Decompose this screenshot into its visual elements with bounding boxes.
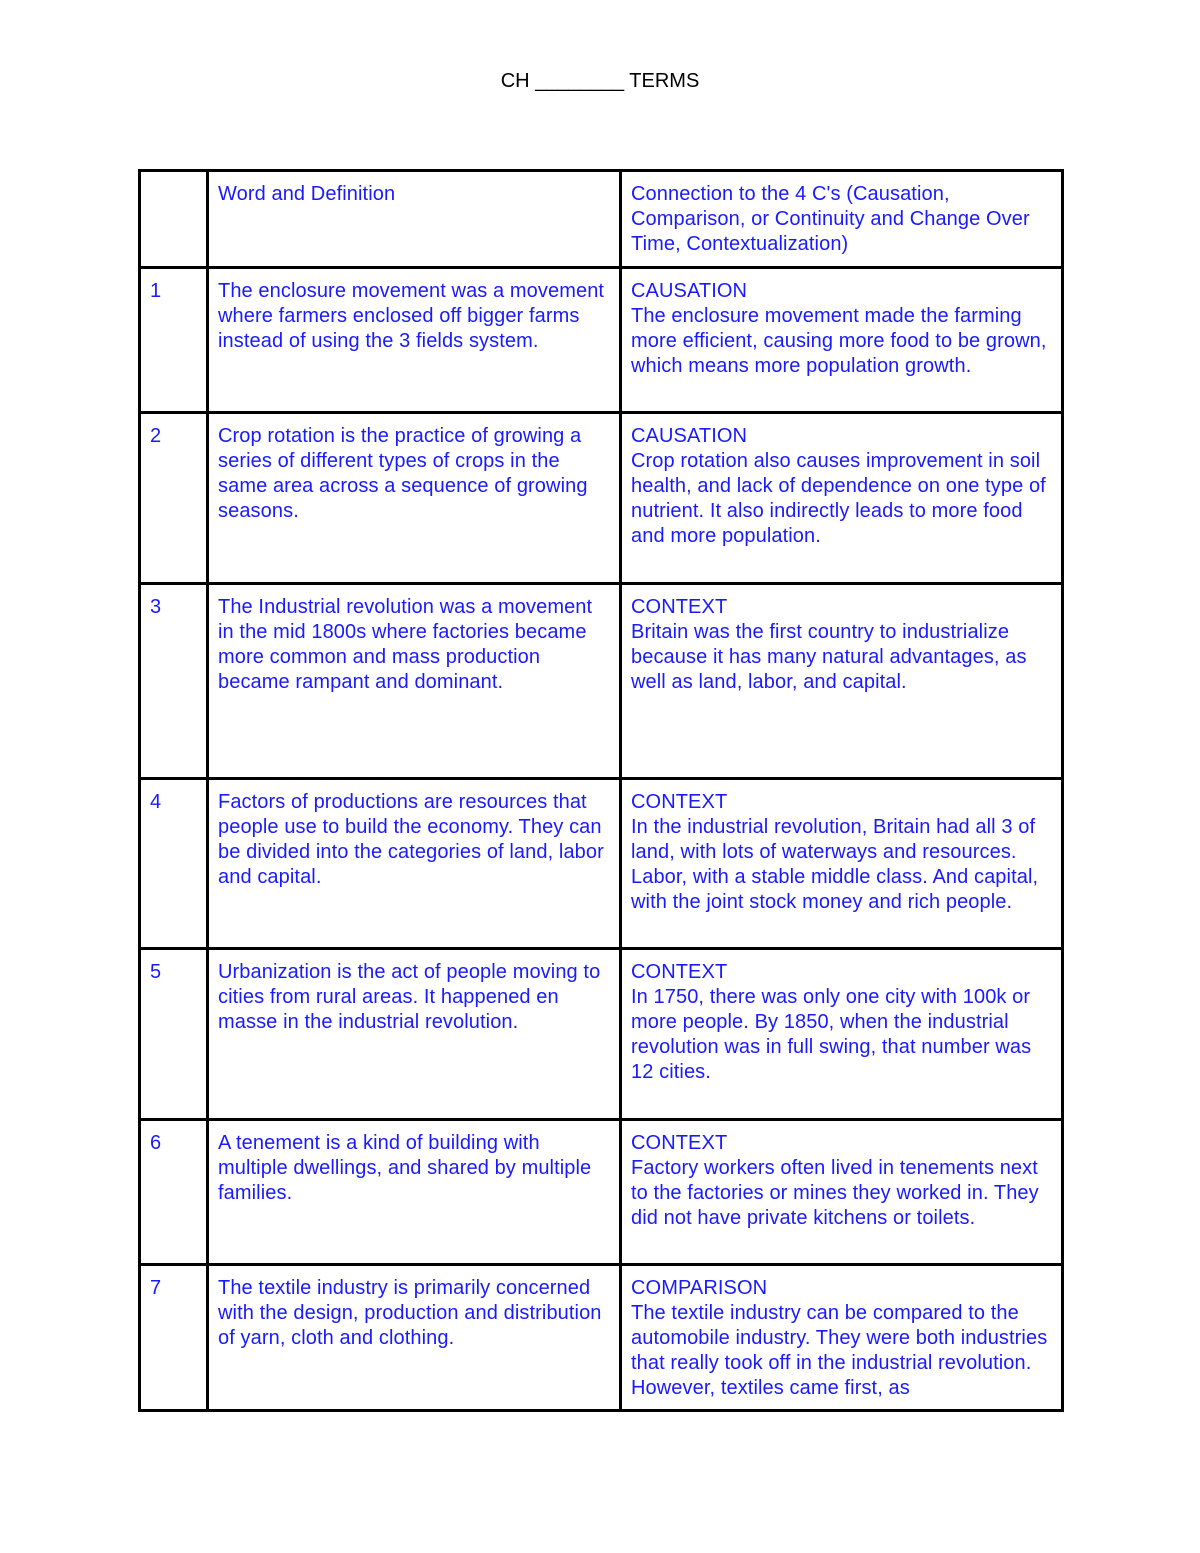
table-row (140, 413, 1063, 584)
term-definition: Factors of productions are resources that people use to build the economy. They can be divided into the categories of land, labor and capital. (208, 779, 621, 949)
connection-cell (621, 413, 1063, 584)
page-title: CH ________ TERMS (500, 70, 700, 92)
connection-category: CONTEXT (631, 596, 728, 618)
connection-category: CAUSATION (631, 280, 748, 302)
table-row (140, 949, 1063, 1120)
connection-category: COMPARISON (631, 1277, 768, 1299)
connection-cell (621, 1120, 1063, 1265)
connection-explanation: The textile industry can be compared to the automobile industry. They were both industries that really took off in the industrial revolution. However, textiles came first, as (631, 1302, 1048, 1399)
connection-explanation: Factory workers often lived in tenements next to the factories or mines they worked in. They did not have private kitchens or toilets. (631, 1157, 1039, 1229)
term-definition: Urbanization is the act of people moving to cities from rural areas. It happened en masse in the industrial revolution. (208, 949, 621, 1120)
table-row (140, 779, 1063, 949)
connection-category: CONTEXT (631, 1132, 728, 1154)
row-number: 3 (140, 584, 208, 779)
row-number: 7 (140, 1265, 208, 1411)
connection-cell (621, 1265, 1063, 1411)
connection-cell (621, 268, 1063, 413)
row-number: 2 (140, 413, 208, 584)
connection-explanation: In the industrial revolution, Britain had all 3 of land, with lots of waterways and resources. Labor, with a stable middle class. And capital, with the joint stock money and rich people. (631, 816, 1039, 913)
terms-table (138, 169, 1064, 1412)
header-num-cell (140, 171, 208, 268)
connection-category: CAUSATION (631, 425, 748, 447)
connection-cell (621, 779, 1063, 949)
connection-explanation: Crop rotation also causes improvement in soil health, and lack of dependence on one type of nutrient. It also indirectly leads to more food and more population. (631, 450, 1046, 547)
term-definition: Crop rotation is the practice of growing a series of different types of crops in the same area across a sequence of growing seasons. (208, 413, 621, 584)
table-row (140, 1120, 1063, 1265)
header-definition-cell: Word and Definition (208, 171, 621, 268)
table-row (140, 584, 1063, 779)
header-connection-cell: Connection to the 4 C's (Causation, Comparison, or Continuity and Change Over Time, Contextualization) (621, 171, 1063, 268)
connection-explanation: Britain was the first country to industrialize because it has many natural advantages, as well as land, labor, and capital. (631, 621, 1027, 693)
connection-cell (621, 949, 1063, 1120)
term-definition: A tenement is a kind of building with multiple dwellings, and shared by multiple families. (208, 1120, 621, 1265)
row-number: 4 (140, 779, 208, 949)
table-row (140, 268, 1063, 413)
row-number: 6 (140, 1120, 208, 1265)
connection-cell (621, 584, 1063, 779)
connection-explanation: The enclosure movement made the farming more efficient, causing more food to be grown, which means more population growth. (631, 305, 1047, 377)
row-number: 1 (140, 268, 208, 413)
term-definition: The textile industry is primarily concerned with the design, production and distribution of yarn, cloth and clothing. (208, 1265, 621, 1411)
term-definition: The Industrial revolution was a movement in the mid 1800s where factories became more common and mass production became rampant and dominant. (208, 584, 621, 779)
table-row (140, 1265, 1063, 1411)
connection-category: CONTEXT (631, 791, 728, 813)
connection-explanation: In 1750, there was only one city with 100k or more people. By 1850, when the industrial revolution was in full swing, that number was 12 cities. (631, 986, 1032, 1083)
connection-category: CONTEXT (631, 961, 728, 983)
term-definition: The enclosure movement was a movement where farmers enclosed off bigger farms instead of using the 3 fields system. (208, 268, 621, 413)
header-row (140, 171, 1063, 268)
row-number: 5 (140, 949, 208, 1120)
